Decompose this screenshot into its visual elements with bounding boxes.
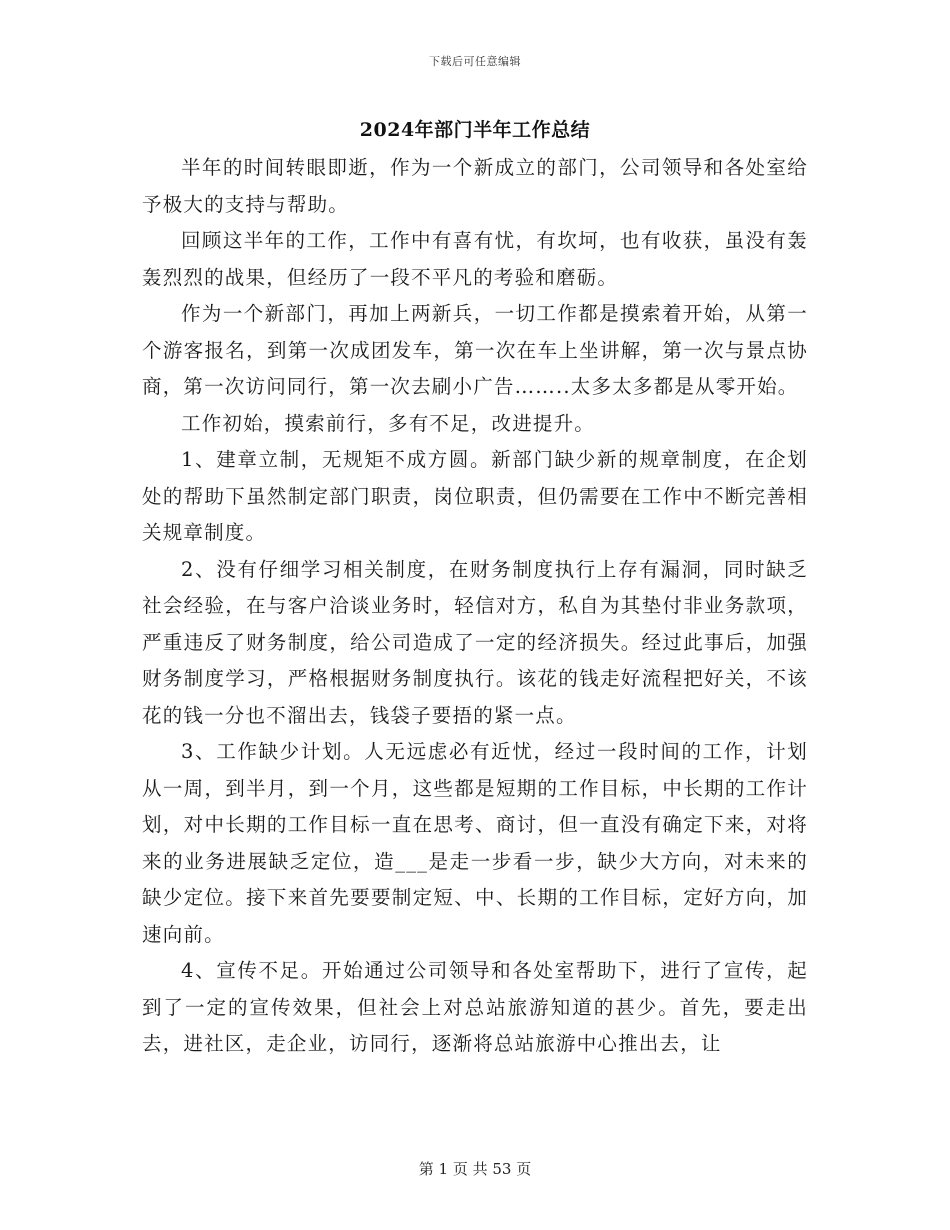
paragraph: 2、没有仔细学习相关制度，在财务制度执行上存有漏洞，同时缺乏社会经验，在与客户洽谈业务时，轻信对方，私自为其垫付非业务款项，严重违反了财务制度，给公司造成了一定的经济损失。经过此事后，加强财务制度学习，严格根据财务制度执行。该花的钱走好流程把好关，不该花的钱一分也不溜出去，钱袋子要捂的紧一点。 (142, 557, 808, 727)
page-number-footer: 第 1 页 共 53 页 (418, 1160, 532, 1178)
document-title: 2024年部门半年工作总结 (359, 119, 591, 141)
paragraph: 回顾这半年的工作，工作中有喜有忧，有坎坷，也有收获，虽没有轰轰烈烈的战果，但经历了一段不平凡的考验和磨砺。 (142, 229, 808, 289)
paragraph: 作为一个新部门，再加上两新兵，一切工作都是摸索着开始，从第一个游客报名，到第一次成团发车，第一次在车上坐讲解，第一次与景点协商，第一次访问同行，第一次去刷小广告……..太多太多都是从零开始。 (142, 302, 808, 398)
paragraph: 半年的时间转眼即逝，作为一个新成立的部门，公司领导和各处室给予极大的支持与帮助。 (142, 156, 808, 216)
paragraph: 4、宣传不足。开始通过公司领导和各处室帮助下，进行了宣传，起到了一定的宣传效果，但社会上对总站旅游知道的甚少。首先，要走出去，进社区，走企业，访同行，逐渐将总站旅游中心推出去，让 (142, 959, 808, 1055)
paragraph: 3、工作缺少计划。人无远虑必有近忧，经过一段时间的工作，计划从一周，到半月，到一个月，这些都是短期的工作目标，中长期的工作计划，对中长期的工作目标一直在思考、商讨，但一直没有确定下来，对将来的业务进展缺乏定位，造___是走一步看一步，缺少大方向，对未来的缺少定位。接下来首先要要制定短、中、长期的工作目标，定好方向，加速向前。 (142, 740, 808, 946)
paragraph: 1、建章立制，无规矩不成方圆。新部门缺少新的规章制度，在企划处的帮助下虽然制定部门职责，岗位职责，但仍需要在工作中不断完善相关规章制度。 (142, 448, 808, 544)
document-body (142, 150, 808, 1063)
header-note: 下载后可任意编辑 (429, 55, 521, 68)
paragraph: 工作初始，摸索前行，多有不足，改进提升。 (181, 411, 596, 435)
